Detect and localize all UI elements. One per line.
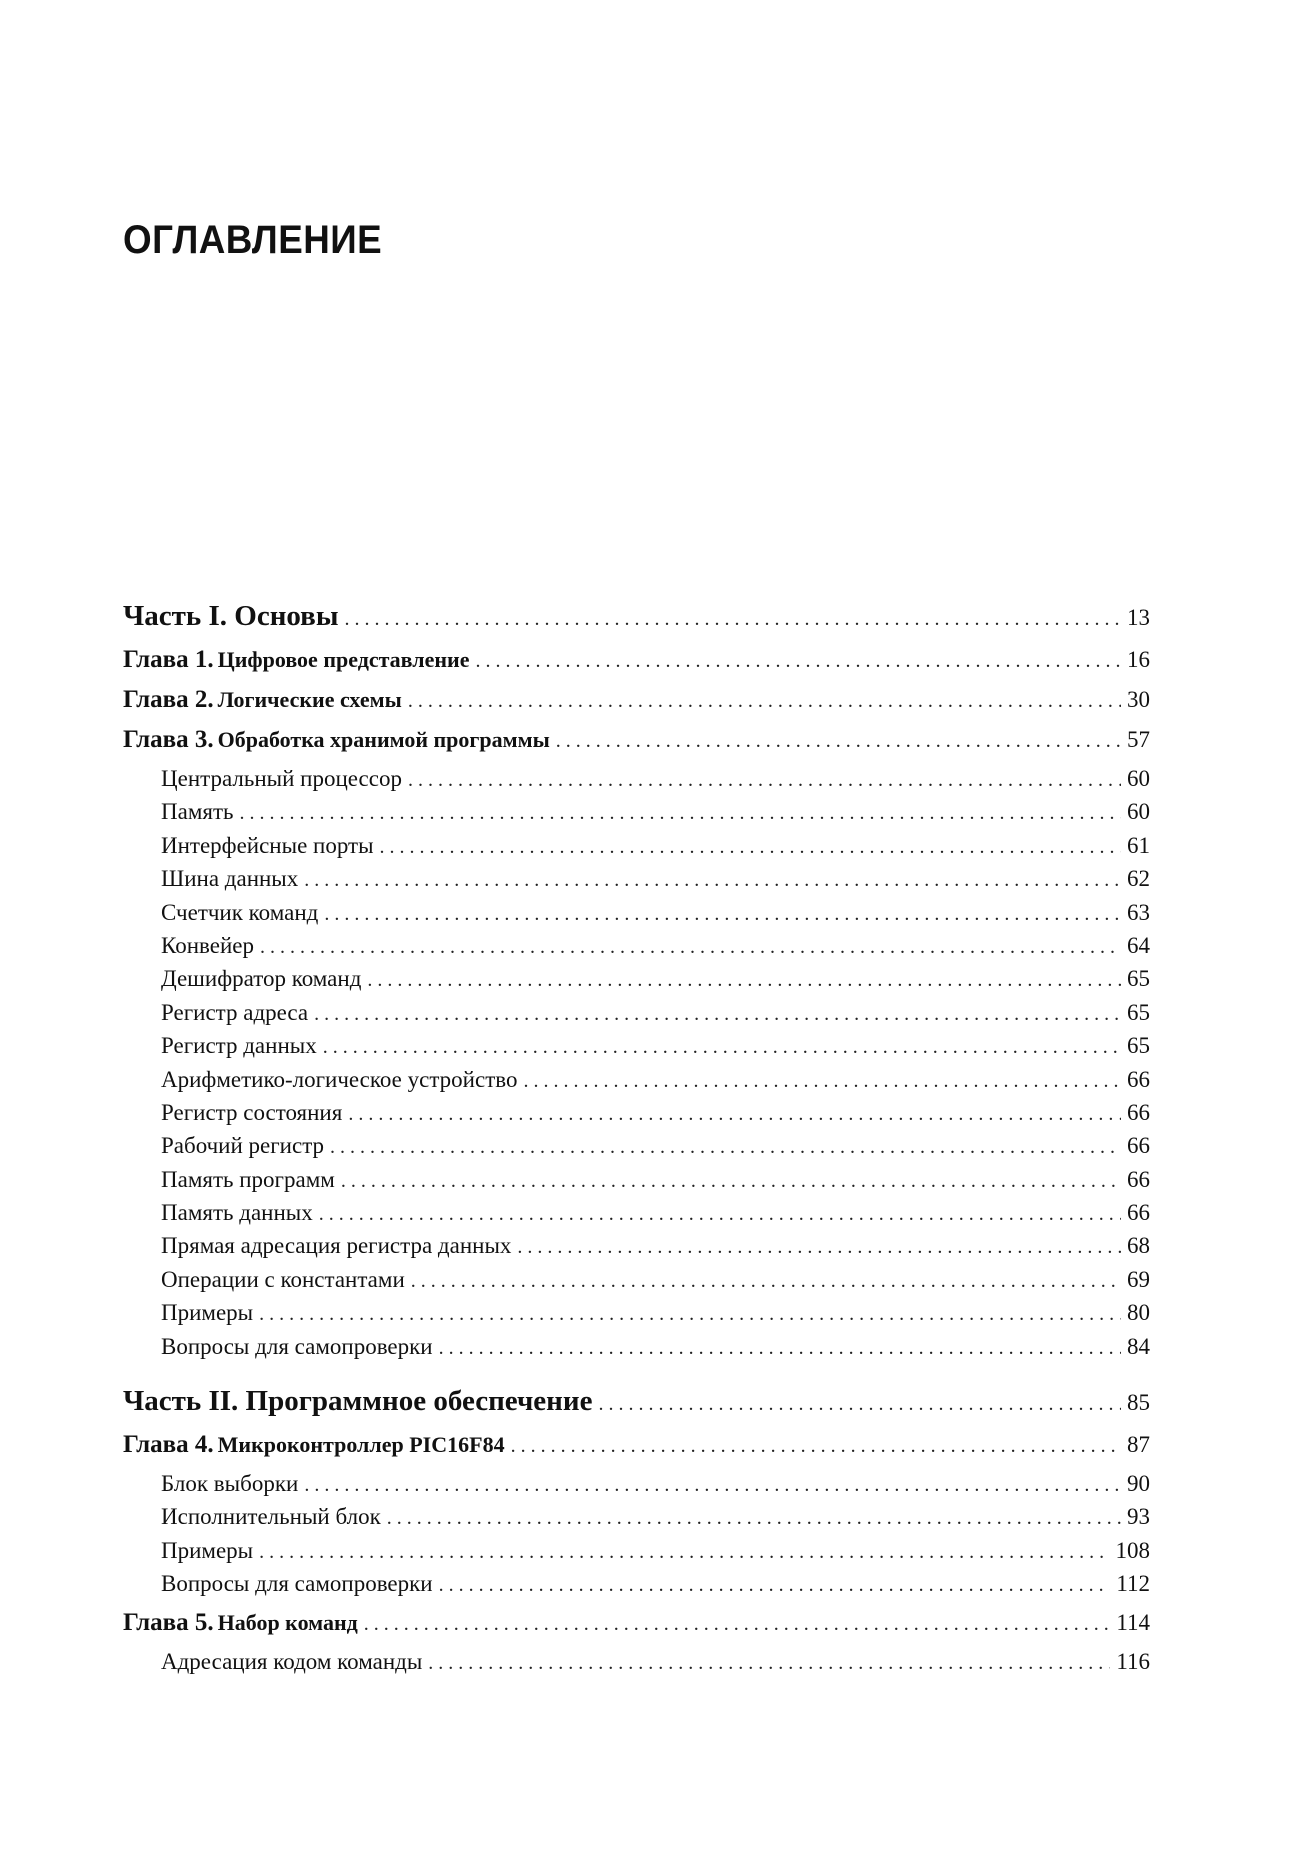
chapter-title: Набор команд xyxy=(217,1609,358,1635)
page-number: 63 xyxy=(1127,899,1150,925)
toc-section[interactable] xyxy=(123,1133,1150,1166)
dot-leader xyxy=(439,1334,1121,1360)
page-number: 114 xyxy=(1116,1609,1150,1635)
toc-section[interactable] xyxy=(123,933,1150,966)
toc-section[interactable] xyxy=(123,966,1150,999)
page-number: 57 xyxy=(1127,727,1150,752)
section-title: Исполнительный блок xyxy=(161,1504,381,1530)
section-title: Примеры xyxy=(161,1300,254,1326)
dot-leader xyxy=(428,1649,1110,1675)
chapter-title: Цифровое представление xyxy=(217,647,470,672)
toc-section[interactable] xyxy=(123,1471,1150,1504)
toc-part-2[interactable] xyxy=(123,1385,1150,1431)
section-title: Регистр состояния xyxy=(161,1099,343,1125)
page-title: ОГЛАВЛЕНИЕ xyxy=(123,218,383,262)
page-number: 85 xyxy=(1127,1390,1150,1416)
page-number: 69 xyxy=(1127,1266,1150,1292)
dot-leader xyxy=(304,866,1121,892)
section-title: Дешифратор команд xyxy=(161,966,362,992)
page-number: 65 xyxy=(1127,966,1150,992)
dot-leader xyxy=(408,690,1121,713)
section-title: Конвейер xyxy=(161,932,254,958)
toc-section[interactable] xyxy=(123,1100,1150,1133)
chapter-title: Логические схемы xyxy=(217,687,402,712)
section-title: Центральный процессор xyxy=(161,766,402,791)
page-number: 68 xyxy=(1127,1233,1150,1259)
section-title: Интерфейсные порты xyxy=(161,832,374,858)
toc-chapter-2[interactable] xyxy=(123,686,1150,726)
page-number: 16 xyxy=(1127,647,1150,672)
toc-chapter-3[interactable] xyxy=(123,726,1150,766)
chapter-number: Глава 4. xyxy=(123,1431,214,1459)
dot-leader xyxy=(348,1100,1121,1126)
page-number: 61 xyxy=(1127,832,1150,858)
toc-chapter-5[interactable] xyxy=(123,1609,1150,1649)
toc-section[interactable] xyxy=(123,799,1150,832)
dot-leader xyxy=(260,933,1121,959)
section-title: Вопросы для самопроверки xyxy=(161,1571,433,1597)
section-title: Примеры xyxy=(161,1537,254,1563)
dot-leader xyxy=(517,1233,1121,1259)
toc-section[interactable] xyxy=(123,1267,1150,1300)
section-title: Прямая адресация регистра данных xyxy=(161,1233,512,1259)
toc-section[interactable] xyxy=(123,1649,1150,1682)
toc-section[interactable] xyxy=(123,1538,1150,1571)
section-title: Регистр адреса xyxy=(161,999,309,1025)
section-title: Память данных xyxy=(161,1200,313,1226)
dot-leader xyxy=(259,1538,1109,1564)
table-of-contents xyxy=(123,600,1150,1686)
page-number: 60 xyxy=(1127,766,1150,791)
toc-section[interactable] xyxy=(123,1000,1150,1033)
page-number: 112 xyxy=(1116,1571,1150,1597)
page-number: 66 xyxy=(1127,1133,1150,1159)
dot-leader xyxy=(314,1000,1121,1026)
dot-leader xyxy=(556,730,1121,753)
chapter-5-sections xyxy=(123,1649,1150,1682)
page-number: 65 xyxy=(1127,999,1150,1025)
dot-leader xyxy=(364,1613,1111,1636)
dot-leader xyxy=(304,1471,1121,1497)
chapter-number: Глава 2. xyxy=(123,686,214,713)
page-number: 30 xyxy=(1127,687,1150,712)
page-number: 60 xyxy=(1127,799,1150,825)
toc-section[interactable] xyxy=(123,1067,1150,1100)
dot-leader xyxy=(341,1167,1121,1193)
page-number: 84 xyxy=(1127,1333,1150,1359)
page-number: 90 xyxy=(1127,1471,1150,1497)
dot-leader xyxy=(439,1571,1111,1597)
section-title: Счетчик команд xyxy=(161,899,319,925)
page-number: 66 xyxy=(1127,1166,1150,1192)
toc-section[interactable] xyxy=(123,1504,1150,1537)
toc-section[interactable] xyxy=(123,1571,1150,1604)
page-number: 66 xyxy=(1127,1099,1150,1125)
toc-section[interactable] xyxy=(123,866,1150,899)
chapter-number: Глава 1. xyxy=(123,646,214,673)
dot-leader xyxy=(323,1033,1121,1059)
toc-section[interactable] xyxy=(123,1300,1150,1333)
dot-leader xyxy=(330,1133,1121,1159)
toc-section[interactable] xyxy=(123,1167,1150,1200)
dot-leader xyxy=(345,600,1122,633)
toc-section[interactable] xyxy=(123,1233,1150,1266)
page-number: 65 xyxy=(1127,1033,1150,1059)
section-title: Память xyxy=(161,799,234,825)
toc-chapter-1[interactable] xyxy=(123,646,1150,686)
dot-leader xyxy=(367,966,1121,992)
dot-leader xyxy=(476,650,1122,673)
chapter-number: Глава 5. xyxy=(123,1608,214,1636)
dot-leader xyxy=(240,799,1122,825)
dot-leader xyxy=(324,900,1121,926)
dot-leader xyxy=(411,1267,1121,1293)
chapter-number: Глава 3. xyxy=(123,726,214,753)
chapter-4-sections xyxy=(123,1471,1150,1605)
dot-leader xyxy=(511,1435,1121,1458)
dot-leader xyxy=(408,766,1121,792)
section-title: Регистр данных xyxy=(161,1033,317,1059)
toc-section[interactable] xyxy=(123,1334,1150,1367)
page-number: 66 xyxy=(1127,1066,1150,1092)
page-number: 93 xyxy=(1127,1504,1150,1530)
section-title: Рабочий регистр xyxy=(161,1133,325,1159)
dot-leader xyxy=(259,1300,1121,1326)
page-number: 116 xyxy=(1116,1648,1150,1674)
page-number: 108 xyxy=(1115,1537,1150,1563)
toc-section[interactable] xyxy=(123,766,1150,799)
toc-chapter-4[interactable] xyxy=(123,1431,1150,1471)
section-title: Память программ xyxy=(161,1166,335,1192)
page-number: 62 xyxy=(1127,866,1150,892)
page-number: 13 xyxy=(1127,605,1150,630)
chapter-3-sections xyxy=(123,766,1150,1367)
toc-part-1[interactable] xyxy=(123,600,1150,646)
dot-leader xyxy=(319,1200,1121,1226)
chapter-title: Микроконтроллер PIC16F84 xyxy=(217,1432,505,1458)
dot-leader xyxy=(523,1067,1121,1093)
toc-section[interactable] xyxy=(123,900,1150,933)
toc-section[interactable] xyxy=(123,1200,1150,1233)
dot-leader xyxy=(387,1504,1121,1530)
dot-leader xyxy=(380,833,1121,859)
page-number: 87 xyxy=(1127,1432,1150,1458)
dot-leader xyxy=(598,1385,1121,1418)
page-number: 64 xyxy=(1127,932,1150,958)
section-title: Арифметико-логическое устройство xyxy=(161,1066,518,1092)
page-number: 66 xyxy=(1127,1200,1150,1226)
part-label: Часть I. Основы xyxy=(123,600,339,632)
part-label: Часть II. Программное обеспечение xyxy=(123,1385,593,1418)
toc-section[interactable] xyxy=(123,833,1150,866)
section-title: Шина данных xyxy=(161,866,299,892)
section-title: Блок выборки xyxy=(161,1471,299,1497)
page-number: 80 xyxy=(1127,1300,1150,1326)
section-title: Адресация кодом команды xyxy=(161,1648,423,1674)
chapter-title: Обработка хранимой программы xyxy=(217,727,550,752)
section-title: Вопросы для самопроверки xyxy=(161,1333,433,1359)
toc-section[interactable] xyxy=(123,1033,1150,1066)
section-title: Операции с константами xyxy=(161,1266,405,1292)
